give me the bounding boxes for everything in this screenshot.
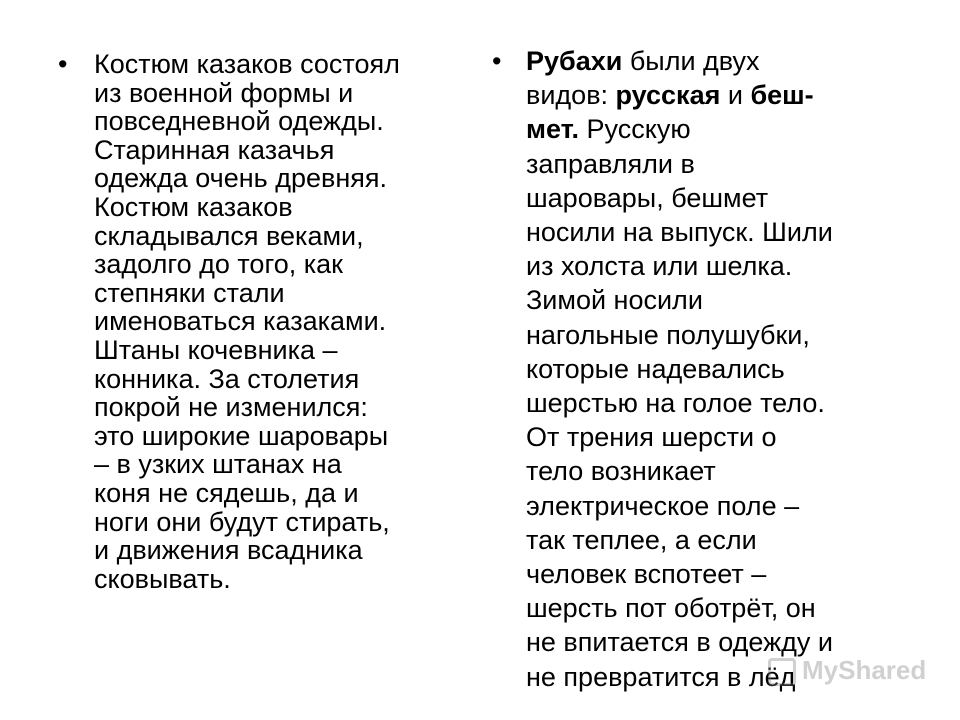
- text-line: человек вспотеет –: [526, 559, 767, 590]
- text-line: из холста или шелка.: [526, 251, 793, 282]
- text-line: коня не сядешь, да и: [94, 477, 359, 508]
- text-line: покрой не изменился:: [94, 392, 368, 423]
- text-line: Старинная казачья: [94, 134, 335, 165]
- text-line: именоваться казаками.: [94, 306, 387, 337]
- right-column: [492, 44, 922, 694]
- left-column: [58, 50, 458, 593]
- text-line: Зимой носили: [526, 285, 703, 316]
- text-line: шаровары, бешмет: [526, 182, 769, 213]
- text-line: носили на выпуск. Шили: [526, 217, 833, 248]
- text-line: [526, 78, 922, 112]
- text-line: из военной формы и: [94, 77, 354, 108]
- text-line: тело возникает: [526, 456, 716, 487]
- text-line: Штаны кочевника –: [94, 334, 338, 365]
- text-line: шерстью на голое тело.: [526, 388, 825, 419]
- text-line: Костюм казаков состоял: [94, 49, 400, 79]
- bullet-marker: •: [58, 49, 68, 79]
- text-fragment: видов:: [526, 80, 616, 111]
- left-bullet-item: [58, 50, 458, 593]
- text-line: одежда очень древняя.: [94, 163, 387, 194]
- text-line: нагольные полушубки,: [526, 319, 810, 350]
- text-line: степняки стали: [94, 277, 285, 308]
- text-line: не превратится в лёд: [526, 661, 796, 692]
- text-fragment: были двух: [622, 46, 760, 76]
- text-line: ноги они будут стирать,: [94, 506, 390, 537]
- text-line: так теплее, а если: [526, 524, 757, 555]
- right-bullet-item: [492, 44, 922, 694]
- bold-term-rubakhi: Рубахи: [526, 46, 623, 76]
- bold-term-beshmet-end: мет.: [526, 114, 579, 145]
- bullet-marker: •: [492, 46, 502, 76]
- text-fragment: Русскую: [579, 114, 691, 145]
- myshared-logo-icon: [768, 658, 796, 686]
- text-line: задолго до того, как: [94, 249, 343, 280]
- bold-term-russkaya: русская: [615, 80, 721, 111]
- watermark-logo: [768, 655, 926, 686]
- text-line: Костюм казаков: [94, 191, 293, 222]
- text-line: которые надевались: [526, 353, 785, 384]
- text-line: заправляли в: [526, 148, 695, 179]
- text-line: [526, 44, 922, 78]
- text-line: не впитается в одежду и: [526, 627, 833, 658]
- text-fragment: и: [720, 80, 751, 111]
- text-line: шерсть пот оботрёт, он: [526, 593, 816, 624]
- text-line: конника. За столетия: [94, 363, 360, 394]
- text-line: складывался веками,: [94, 220, 364, 251]
- text-line: повседневной одежды.: [94, 106, 384, 137]
- bold-term-beshmet: беш-: [750, 80, 814, 111]
- text-line: и движения всадника: [94, 535, 363, 566]
- text-line: сковывать.: [94, 563, 231, 594]
- watermark-text: MyShared: [802, 655, 927, 685]
- text-line: это широкие шаровары: [94, 420, 389, 451]
- text-line: – в узких штанах на: [94, 449, 342, 480]
- text-line: электрическое поле –: [526, 490, 800, 521]
- text-line: [526, 112, 922, 146]
- text-line: От трения шерсти о: [526, 422, 777, 453]
